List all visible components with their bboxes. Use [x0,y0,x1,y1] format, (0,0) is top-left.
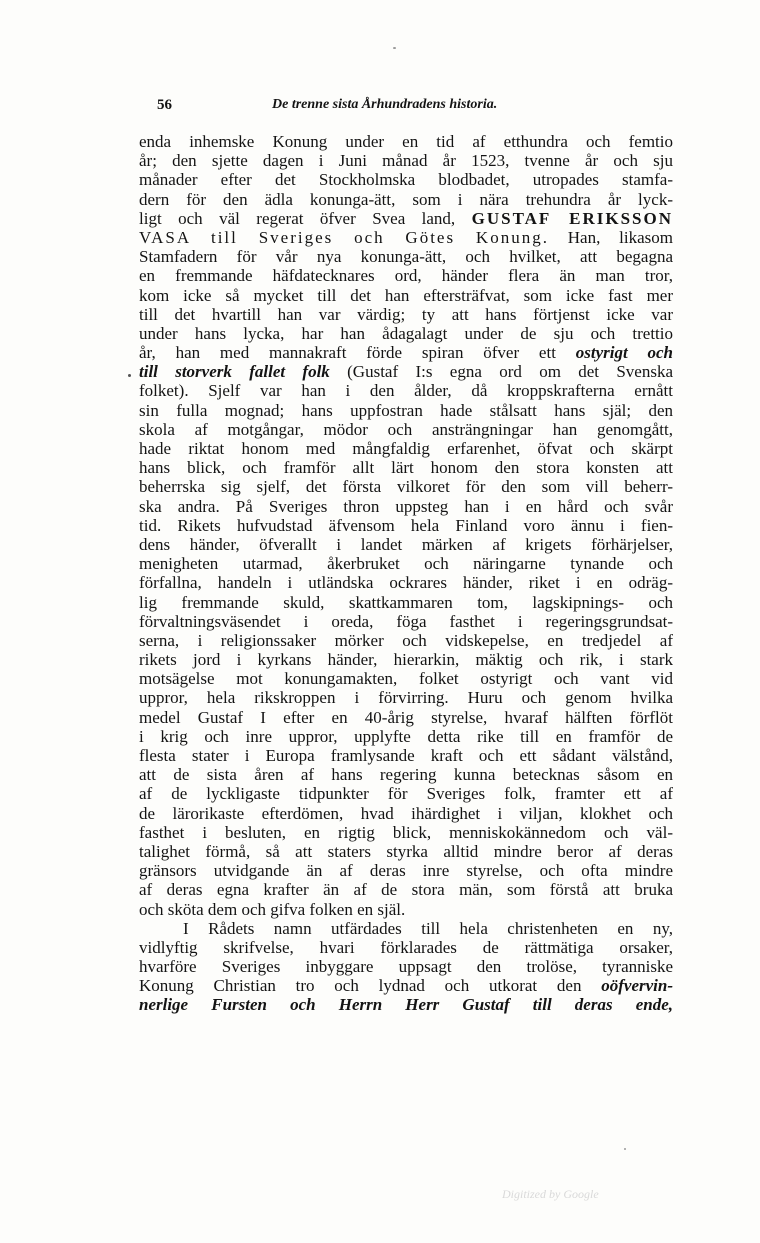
text-line [139,362,673,381]
text-fragment: ligt och väl regerat öfver Svea land, [139,208,472,228]
text-line [139,228,673,247]
emphasized-quote: ostyrigt och [575,343,673,363]
text-fragment: år, han med mannakraft förde spiran öfver ett [139,343,576,363]
text-line: folket). Sjelf var han i den ålder, då kroppskrafterna ernått [139,381,673,401]
text-line: dern för den ädla konunga-ätt, som i nära trehundra år lyck- [139,189,673,209]
text-line: motsägelse mot konungamakten, folket ostyrigt och vant vid [139,669,673,689]
text-line: rikets jord i kyrkans händer, hierarkin, mäktig och rik, i stark [139,650,673,670]
text-line: ska andra. På Sveriges thron uppsteg han i en hård och svår [139,496,673,516]
running-head-title: De trenne sista Århundradens historia. [272,97,498,112]
text-line: flesta stater i Europa framlysande kraft och ett sådant välstånd, [139,746,673,765]
text-line: i krig och inre uppror, upplyfte detta rike till en framför de [139,726,673,746]
text-line: under hans lycka, har han ådagalagt under de sju och trettio [139,323,673,343]
paper-speck [393,47,396,49]
text-fragment: Han, likasom [548,227,673,247]
text-line [139,209,673,228]
text-line: år; den sjette dagen i Juni månad år 1523, tvenne år och sju [139,151,673,171]
paper-speck [128,374,131,377]
digitization-watermark: Digitized by Google [502,1187,599,1201]
text-line: månader efter det Stockholmska blodbadet, utropades stamfa- [139,170,673,190]
text-fragment: (Gustaf I:s egna ord om det Svenska [329,362,673,382]
text-line: af deras egna krafter än af de stora män, som förstå att bruka [139,880,673,900]
text-line: I Rådets namn utfärdades till hela christenheten en ny, [183,918,673,938]
text-line: förvaltningsväsendet i oreda, föga fasthet i regeringsgrundsat- [139,611,673,631]
text-line: gränsors utvidgande än af deras inre styrelse, och ofta mindre [139,861,673,881]
text-line: hade riktat honom med mångfaldig erfarenhet, öfvat och skärpt [139,439,673,458]
text-line: dens händer, öfverallt i landet märken af krigets förhärjelser, [139,534,673,554]
emphasized-quote: till storverk fallet folk [139,362,330,382]
text-line: och sköta dem och gifva folken en själ. [139,899,406,919]
text-line: kom icke så mycket till det han eftersträfvat, som icke fast mer [139,285,673,305]
text-line: vidlyftig skrifvelse, hvari förklarades de rättmätiga orsaker, [139,937,673,957]
text-line: förfallna, handeln i utländska ockrares händer, riket i en odräg- [139,573,673,593]
text-line: uppror, hela rikskroppen i förvirring. Huru och genom hvilka [139,688,673,708]
text-fragment: Konung Christian tro och lydnad och utkorat den [139,976,602,996]
text-line: hans blick, och framför allt lärt honom den stora konsten att [139,458,673,478]
text-line: hvarföre Sveriges inbyggare uppsagt den trolöse, tyranniske [139,957,673,977]
text-line: att de sista åren af hans regering kunna betecknas såsom en [139,765,673,785]
emphasized-quote: oöfvervin- [601,976,673,996]
paper-speck [624,1148,626,1150]
text-line: medel Gustaf I efter en 40-årig styrelse, hvaraf hälften förflöt [139,707,673,727]
text-line: fasthet i besluten, en rigtig blick, menniskokännedom och väl- [139,822,673,842]
text-line: talighet förmå, så att staters styrka alltid mindre beror af deras [139,841,673,861]
text-line: tid. Rikets hufvudstad äfvensom hela Finland voro ännu i fien- [139,515,673,535]
text-line [139,976,673,995]
text-line [139,343,673,362]
text-line: till det hvartill han var värdig; ty att hans förtjenst icke var [139,304,673,324]
text-line: en fremmande häfdatecknares ord, händer flera än man tror, [139,266,673,286]
text-line: enda inhemske Konung under en tid af etthundra och femtio [139,132,673,151]
text-line: Stamfadern för vår nya konunga-ätt, och hvilket, att begagna [139,247,673,267]
text-line: lig fremmande skuld, skattkammaren tom, lagskipnings- och [139,592,673,612]
royal-title: VASA till Sveriges och Götes Konung. [139,227,549,247]
text-line: sin fulla mognad; hans uppfostran hade stålsatt hans själ; den [139,400,673,420]
text-line: beherrska sig sjelf, det första vilkoret för den som vill beherr- [139,477,673,497]
running-head [139,95,559,121]
text-line: menigheten utarmad, åkerbruket och näringarne tynande och [139,554,673,574]
text-line: nerlige Fursten och Herrn Herr Gustaf till deras ende, [139,995,673,1015]
text-line: af de lyckligaste tidpunkter för Sveriges folk, framter ett af [139,784,673,804]
page-number: 56 [157,97,172,113]
royal-name: GUSTAF ERIKSSON [471,208,673,228]
text-line: de lärorikaste efterdömen, hvad ihärdighet i viljan, klokhet och [139,803,673,823]
text-line: serna, i religionssaker mörker och vidskepelse, en tredjedel af [139,630,673,650]
text-line: skola af motgångar, mödor och ansträngningar han genomgått, [139,419,673,439]
body-text [139,132,673,1015]
